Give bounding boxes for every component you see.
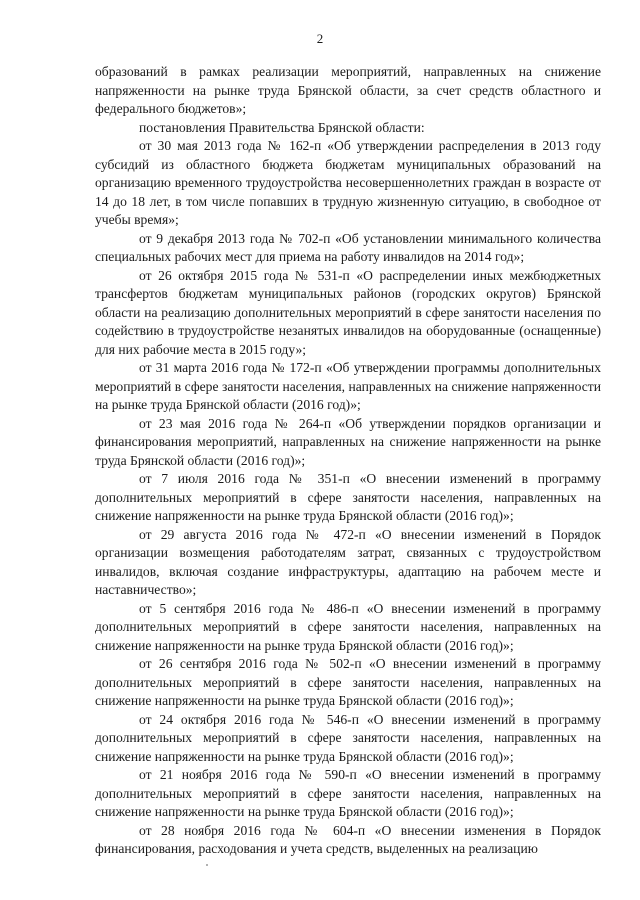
paragraph-decree-604: от 28 ноября 2016 года № 604-п «О внесении изменения в Порядок финансирования, расходования и учета средств, выделенных на реализацию [95, 822, 601, 856]
page-number: 2 [316, 31, 324, 46]
paragraph-decree-531: от 26 октября 2015 года № 531-п «О распределении иных межбюджетных трансфертов бюджетам муниципальных районов (городских округов) Брянской области на реализацию дополнительных мероприятий в сфере занятости населения по содействию в трудоустройстве незанятых инвалидов на оборудованные (оснащенные) для них рабочие места в 2015 году»; [95, 267, 601, 357]
paragraph-decree-172: от 31 марта 2016 года № 172-п «Об утверждении программы дополнительных мероприятий в сфере занятости населения, направленных на снижение напряженности на рынке труда Брянской области (2016 год)»; [95, 360, 601, 412]
document-body [95, 63, 601, 859]
paragraph-government-decrees-heading: постановления Правительства Брянской области: [139, 119, 425, 135]
paragraph-decree-264: от 23 мая 2016 года № 264-п «Об утверждении порядков организации и финансирования мероприятий, направленных на снижение напряженности на рынке труда Брянской области (2016 год)»; [95, 415, 601, 468]
paragraph-decree-162: от 30 мая 2013 года № 162-п «Об утверждении распределения в 2013 году субсидий из областного бюджета бюджетам муниципальных образований на организацию временного трудоустройства несовершеннолетних граждан в возрасте от 14 до 18 лет, в том числе попавших в трудную жизненную ситуацию, в свободное от учебы время»; [95, 138, 601, 227]
scan-speck [206, 864, 208, 866]
paragraph-decree-702: от 9 декабря 2013 года № 702-п «Об установлении минимального количества специальных рабочих мест для приема на работу инвалидов на 2014 год»; [95, 230, 601, 264]
paragraph-decree-472: от 29 августа 2016 года № 472-п «О внесении изменений в Порядок организации возмещения работодателям затрат, связанных с трудоустройством инвалидов, включая создание инфраструктуры, адаптацию на рабочем месте и наставничество»; [95, 526, 601, 597]
paragraph-decree-546: от 24 октября 2016 года № 546-п «О внесении изменений в программу дополнительных мероприятий в сфере занятости населения, направленных на снижение напряженности на рынке труда Брянской области (2016 год)»; [95, 711, 601, 764]
paragraph-continuation: образований в рамках реализации мероприятий, направленных на снижение напряженности на рынке труда Брянской области, за счет средств областного и федерального бюджетов»; [95, 64, 601, 116]
paragraph-decree-486: от 5 сентября 2016 года № 486-п «О внесении изменений в программу дополнительных мероприятий в сфере занятости населения, направленных на снижение напряженности на рынке труда Брянской области (2016 год)»; [95, 600, 601, 653]
paragraph-decree-590: от 21 ноября 2016 года № 590-п «О внесении изменений в программу дополнительных мероприятий в сфере занятости населения, направленных на снижение напряженности на рынке труда Брянской области (2016 год)»; [95, 767, 601, 819]
paragraph-decree-502: от 26 сентября 2016 года № 502-п «О внесении изменений в программу дополнительных мероприятий в сфере занятости населения, направленных на снижение напряженности на рынке труда Брянской области (2016 год)»; [95, 656, 601, 708]
paragraph-decree-351: от 7 июля 2016 года № 351-п «О внесении изменений в программу дополнительных мероприятий в сфере занятости населения, направленных на снижение напряженности на рынке труда Брянской области (2016 год)»; [95, 471, 601, 523]
